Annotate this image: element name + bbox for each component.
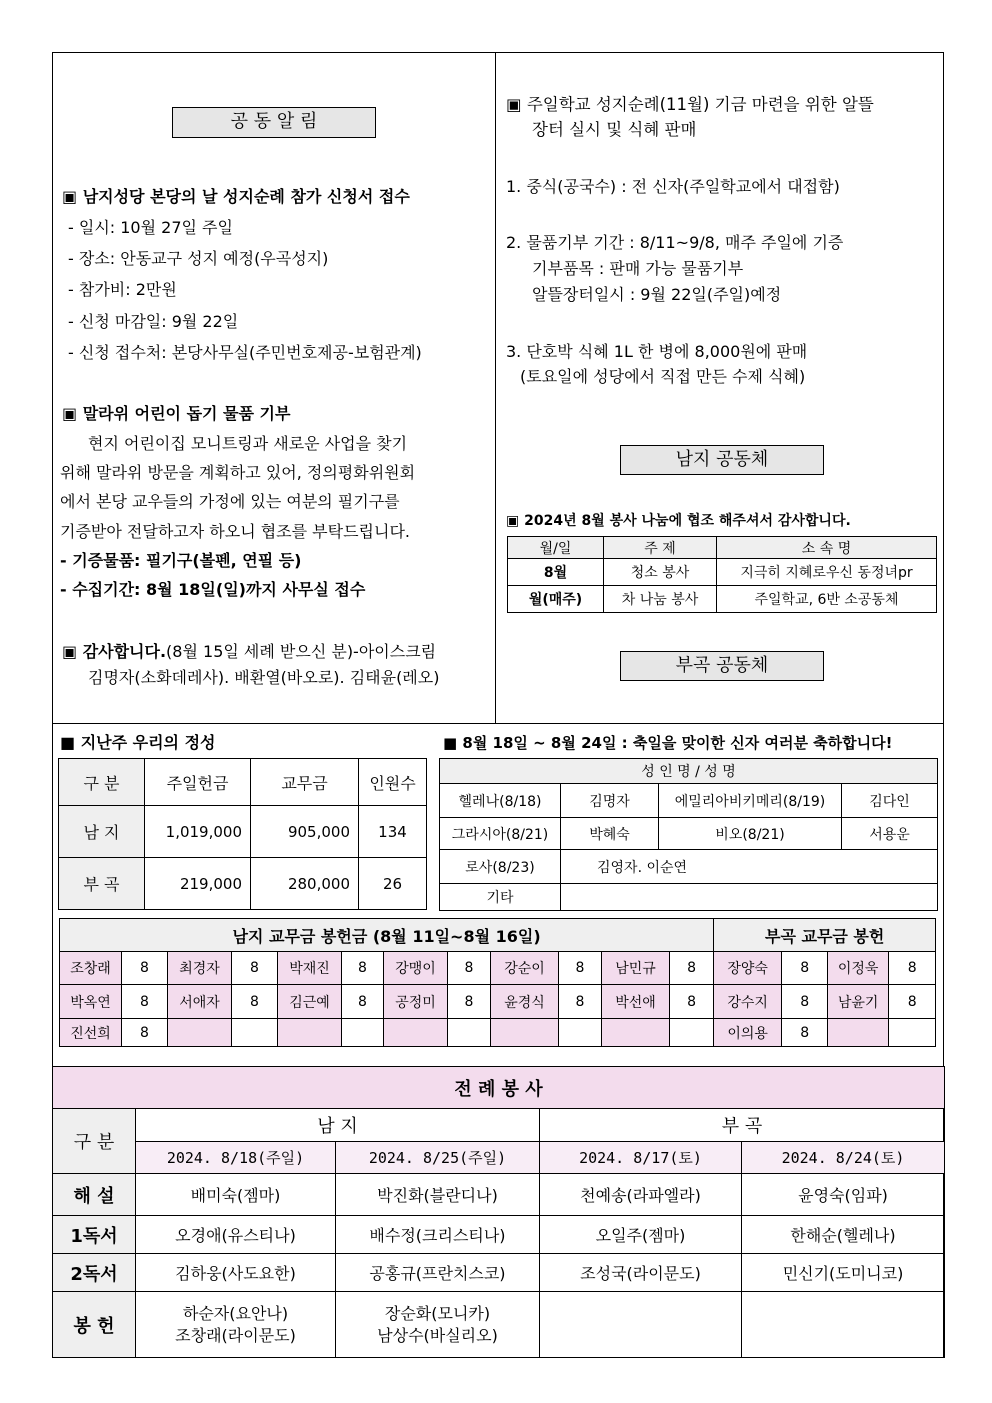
minister-cell: 배수정(크리스티나) <box>336 1216 540 1254</box>
header-cell: 성 인 명 / 성 명 <box>440 759 938 784</box>
table-cell: 청소 봉사 <box>604 559 717 586</box>
minister-cell: 박진화(블란디나) <box>336 1174 540 1216</box>
thanks-heading: ▣ 감사합니다. <box>62 642 167 661</box>
saint-name: 에밀리아비키메리(8/19) <box>659 784 842 818</box>
notice-title: 공 동 알 림 <box>172 107 376 138</box>
minister-cell: 조성국(라이문도) <box>540 1254 742 1292</box>
header-cell: 주일헌금 <box>145 759 251 806</box>
volunteer-table <box>507 536 937 613</box>
saint-name: 그라시아(8/21) <box>440 818 561 850</box>
school-heading: ▣ 주일학교 성지순례(11월) 기금 마련을 위한 알뜰 <box>506 95 874 114</box>
donor-name <box>828 1019 889 1047</box>
donor-name: 강맹이 <box>384 952 448 985</box>
school-item: 기부품목 : 판매 가능 물품기부 <box>532 259 744 278</box>
donor-name: 서애자 <box>168 985 232 1019</box>
thanks-text: (8월 15일 세례 받으신 분)-아이스크림 <box>166 642 437 661</box>
donor-name: 박재진 <box>278 952 342 985</box>
date-cell: 2024. 8/18(주일) <box>136 1142 336 1174</box>
table-cell: 1,019,000 <box>145 806 251 858</box>
donor-amount: 8 <box>448 952 491 985</box>
donor-amount: 8 <box>232 985 278 1019</box>
minister-cell: 한해순(헬레나) <box>742 1216 945 1254</box>
donor-amount: 8 <box>122 1019 168 1047</box>
table-cell: 26 <box>359 858 427 910</box>
pilgrimage-item: - 참가비: 2만원 <box>68 280 177 299</box>
school-item: 1. 중식(공국수) : 전 신자(주일학교에서 대접함) <box>506 177 840 196</box>
donor-amount: 8 <box>782 952 828 985</box>
table-cell: 8월 <box>508 559 604 586</box>
saint-name: 기타 <box>440 884 561 911</box>
donor-amount <box>889 1019 936 1047</box>
pilgrimage-item: - 장소: 안동교구 성지 예정(우곡성지) <box>68 249 329 268</box>
table-cell: 905,000 <box>251 806 359 858</box>
donor-amount: 8 <box>670 985 714 1019</box>
thanks-names: 김명자(소화데레사). 배환열(바오로). 김태윤(레오) <box>88 668 440 687</box>
header-cell: 월/일 <box>508 537 604 559</box>
minister-cell: 김하웅(사도요한) <box>136 1254 336 1292</box>
pilgrimage-heading: ▣ 남지성당 본당의 날 성지순례 참가 신청서 접수 <box>62 187 410 206</box>
donor-amount <box>448 1019 491 1047</box>
donor-name: 윤경식 <box>491 985 559 1019</box>
table-cell: 차 나눔 봉사 <box>604 586 717 613</box>
header-cell: 소 속 명 <box>717 537 937 559</box>
offering-heading: ■ 지난주 우리의 정성 <box>60 733 216 752</box>
donor-name: 공정미 <box>384 985 448 1019</box>
donor-name <box>602 1019 670 1047</box>
donor-name: 강순이 <box>491 952 559 985</box>
liturgy-title: 전 례 봉 사 <box>53 1067 945 1109</box>
person-name <box>561 884 938 911</box>
donor-name: 박옥연 <box>60 985 122 1019</box>
feast-table <box>439 758 938 911</box>
table-cell: 지극히 지혜로우신 동정녀pr <box>717 559 937 586</box>
donor-amount: 8 <box>559 985 602 1019</box>
volunteer-heading: ▣ 2024년 8월 봉사 나눔에 협조 해주셔서 감사합니다. <box>506 513 851 529</box>
row-label: 부 곡 <box>59 858 145 910</box>
offertory-cell <box>336 1292 540 1358</box>
row-label: 해 설 <box>53 1174 136 1216</box>
header-cell: 구 분 <box>59 759 145 806</box>
donor-name <box>278 1019 342 1047</box>
gubun-label: 구 분 <box>53 1109 136 1174</box>
person-name: 서용운 <box>842 818 938 850</box>
school-item: 알뜰장터일시 : 9월 22일(주일)예정 <box>532 285 782 304</box>
bugok-community-title: 부곡 공동체 <box>620 651 824 681</box>
donor-amount: 8 <box>342 952 384 985</box>
donor-amount <box>559 1019 602 1047</box>
minister-name: 남상수(바실리오) <box>377 1325 498 1345</box>
donor-name: 김근예 <box>278 985 342 1019</box>
school-heading: 장터 실시 및 식혜 판매 <box>532 120 697 139</box>
pilgrimage-item: - 일시: 10월 27일 주일 <box>68 218 233 237</box>
pilgrimage-item: - 신청 접수처: 본당사무실(주민번호제공-보험관계) <box>68 343 422 362</box>
person-name: 김영자. 이순연 <box>561 850 938 884</box>
donor-name <box>384 1019 448 1047</box>
namji-label: 남 지 <box>136 1109 540 1142</box>
empty-cell <box>540 1292 742 1358</box>
minister-cell: 공홍규(프란치스코) <box>336 1254 540 1292</box>
feast-heading: ■ 8월 18일 ~ 8월 24일 : 축일을 맞이한 신자 여러분 축하합니다! <box>443 734 893 752</box>
row-label: 2독서 <box>53 1254 136 1292</box>
minister-cell: 천예송(라파엘라) <box>540 1174 742 1216</box>
table-cell: 280,000 <box>251 858 359 910</box>
malawi-line: 현지 어린이집 모니트링과 새로운 사업을 찾기 <box>88 434 408 453</box>
school-item: 3. 단호박 식혜 1L 한 병에 8,000원에 판매 <box>506 342 808 361</box>
donor-amount: 8 <box>342 985 384 1019</box>
minister-name: 조창래(라이문도) <box>175 1325 296 1345</box>
liturgy-table <box>52 1066 945 1358</box>
minister-cell: 배미숙(젬마) <box>136 1174 336 1216</box>
person-name: 김다인 <box>842 784 938 818</box>
table-cell: 219,000 <box>145 858 251 910</box>
row-label: 1독서 <box>53 1216 136 1254</box>
donor-name: 박선애 <box>602 985 670 1019</box>
date-cell: 2024. 8/17(토) <box>540 1142 742 1174</box>
donor-amount: 8 <box>122 985 168 1019</box>
donor-name: 이의용 <box>714 1019 782 1047</box>
donor-name <box>491 1019 559 1047</box>
column-divider <box>495 52 496 724</box>
section-divider <box>52 723 944 724</box>
donor-name <box>168 1019 232 1047</box>
dues-table <box>59 918 936 1047</box>
malawi-line: 에서 본당 교우들의 가정에 있는 여분의 필기구를 <box>60 492 400 511</box>
person-name: 김명자 <box>561 784 659 818</box>
donor-amount <box>342 1019 384 1047</box>
person-name: 박혜숙 <box>561 818 659 850</box>
donor-amount: 8 <box>889 985 936 1019</box>
donor-amount <box>670 1019 714 1047</box>
donor-amount: 8 <box>448 985 491 1019</box>
minister-cell: 윤영숙(임파) <box>742 1174 945 1216</box>
bugok-dues-title: 부곡 교무금 봉헌 <box>714 919 936 952</box>
malawi-items: - 기증물품: 필기구(볼펜, 연필 등) <box>60 551 302 570</box>
donor-name: 강수지 <box>714 985 782 1019</box>
offertory-cell <box>136 1292 336 1358</box>
offering-table <box>58 758 427 910</box>
table-cell: 134 <box>359 806 427 858</box>
school-item: (토요일에 성당에서 직접 만든 수제 식혜) <box>520 367 806 386</box>
donor-name: 남윤기 <box>828 985 889 1019</box>
empty-cell <box>742 1292 945 1358</box>
donor-amount: 8 <box>122 952 168 985</box>
donor-name: 진선희 <box>60 1019 122 1047</box>
donor-amount: 8 <box>559 952 602 985</box>
row-label: 봉 헌 <box>53 1292 136 1358</box>
donor-name: 조창래 <box>60 952 122 985</box>
donor-name: 최경자 <box>168 952 232 985</box>
header-cell: 인원수 <box>359 759 427 806</box>
date-cell: 2024. 8/24(토) <box>742 1142 945 1174</box>
pilgrimage-item: - 신청 마감일: 9월 22일 <box>68 312 239 331</box>
thanks-line <box>62 641 436 663</box>
donor-amount: 8 <box>782 985 828 1019</box>
minister-cell: 민신기(도미니코) <box>742 1254 945 1292</box>
donor-name: 장양숙 <box>714 952 782 985</box>
table-cell: 주일학교, 6반 소공동체 <box>717 586 937 613</box>
namji-dues-title: 남지 교무금 봉헌금 (8월 11일~8월 16일) <box>60 919 714 952</box>
malawi-period: - 수집기간: 8월 18일(일)까지 사무실 접수 <box>60 580 366 599</box>
donor-amount: 8 <box>782 1019 828 1047</box>
donor-name: 이정욱 <box>828 952 889 985</box>
school-item: 2. 물품기부 기간 : 8/11~9/8, 매주 주일에 기증 <box>506 233 844 252</box>
donor-amount <box>232 1019 278 1047</box>
donor-amount: 8 <box>232 952 278 985</box>
bugok-label: 부 곡 <box>540 1109 945 1142</box>
date-cell: 2024. 8/25(주일) <box>336 1142 540 1174</box>
minister-name: 하순자(요안나) <box>182 1303 289 1323</box>
saint-name: 로사(8/23) <box>440 850 561 884</box>
donor-name: 남민규 <box>602 952 670 985</box>
malawi-line: 기증받아 전달하고자 하오니 협조를 부탁드립니다. <box>60 522 411 541</box>
saint-name: 비오(8/21) <box>659 818 842 850</box>
header-cell: 주 제 <box>604 537 717 559</box>
header-cell: 교무금 <box>251 759 359 806</box>
minister-cell: 오경애(유스티나) <box>136 1216 336 1254</box>
row-label: 남 지 <box>59 806 145 858</box>
donor-amount: 8 <box>889 952 936 985</box>
malawi-heading: ▣ 말라위 어린이 돕기 물품 기부 <box>62 404 291 423</box>
namji-community-title: 남지 공동체 <box>620 445 824 475</box>
malawi-line: 위해 말라위 방문을 계획하고 있어, 정의평화위원회 <box>60 463 416 482</box>
saint-name: 헬레나(8/18) <box>440 784 561 818</box>
minister-cell: 오일주(젬마) <box>540 1216 742 1254</box>
donor-amount: 8 <box>670 952 714 985</box>
minister-name: 장순화(모니카) <box>384 1303 491 1323</box>
table-cell: 월(매주) <box>508 586 604 613</box>
